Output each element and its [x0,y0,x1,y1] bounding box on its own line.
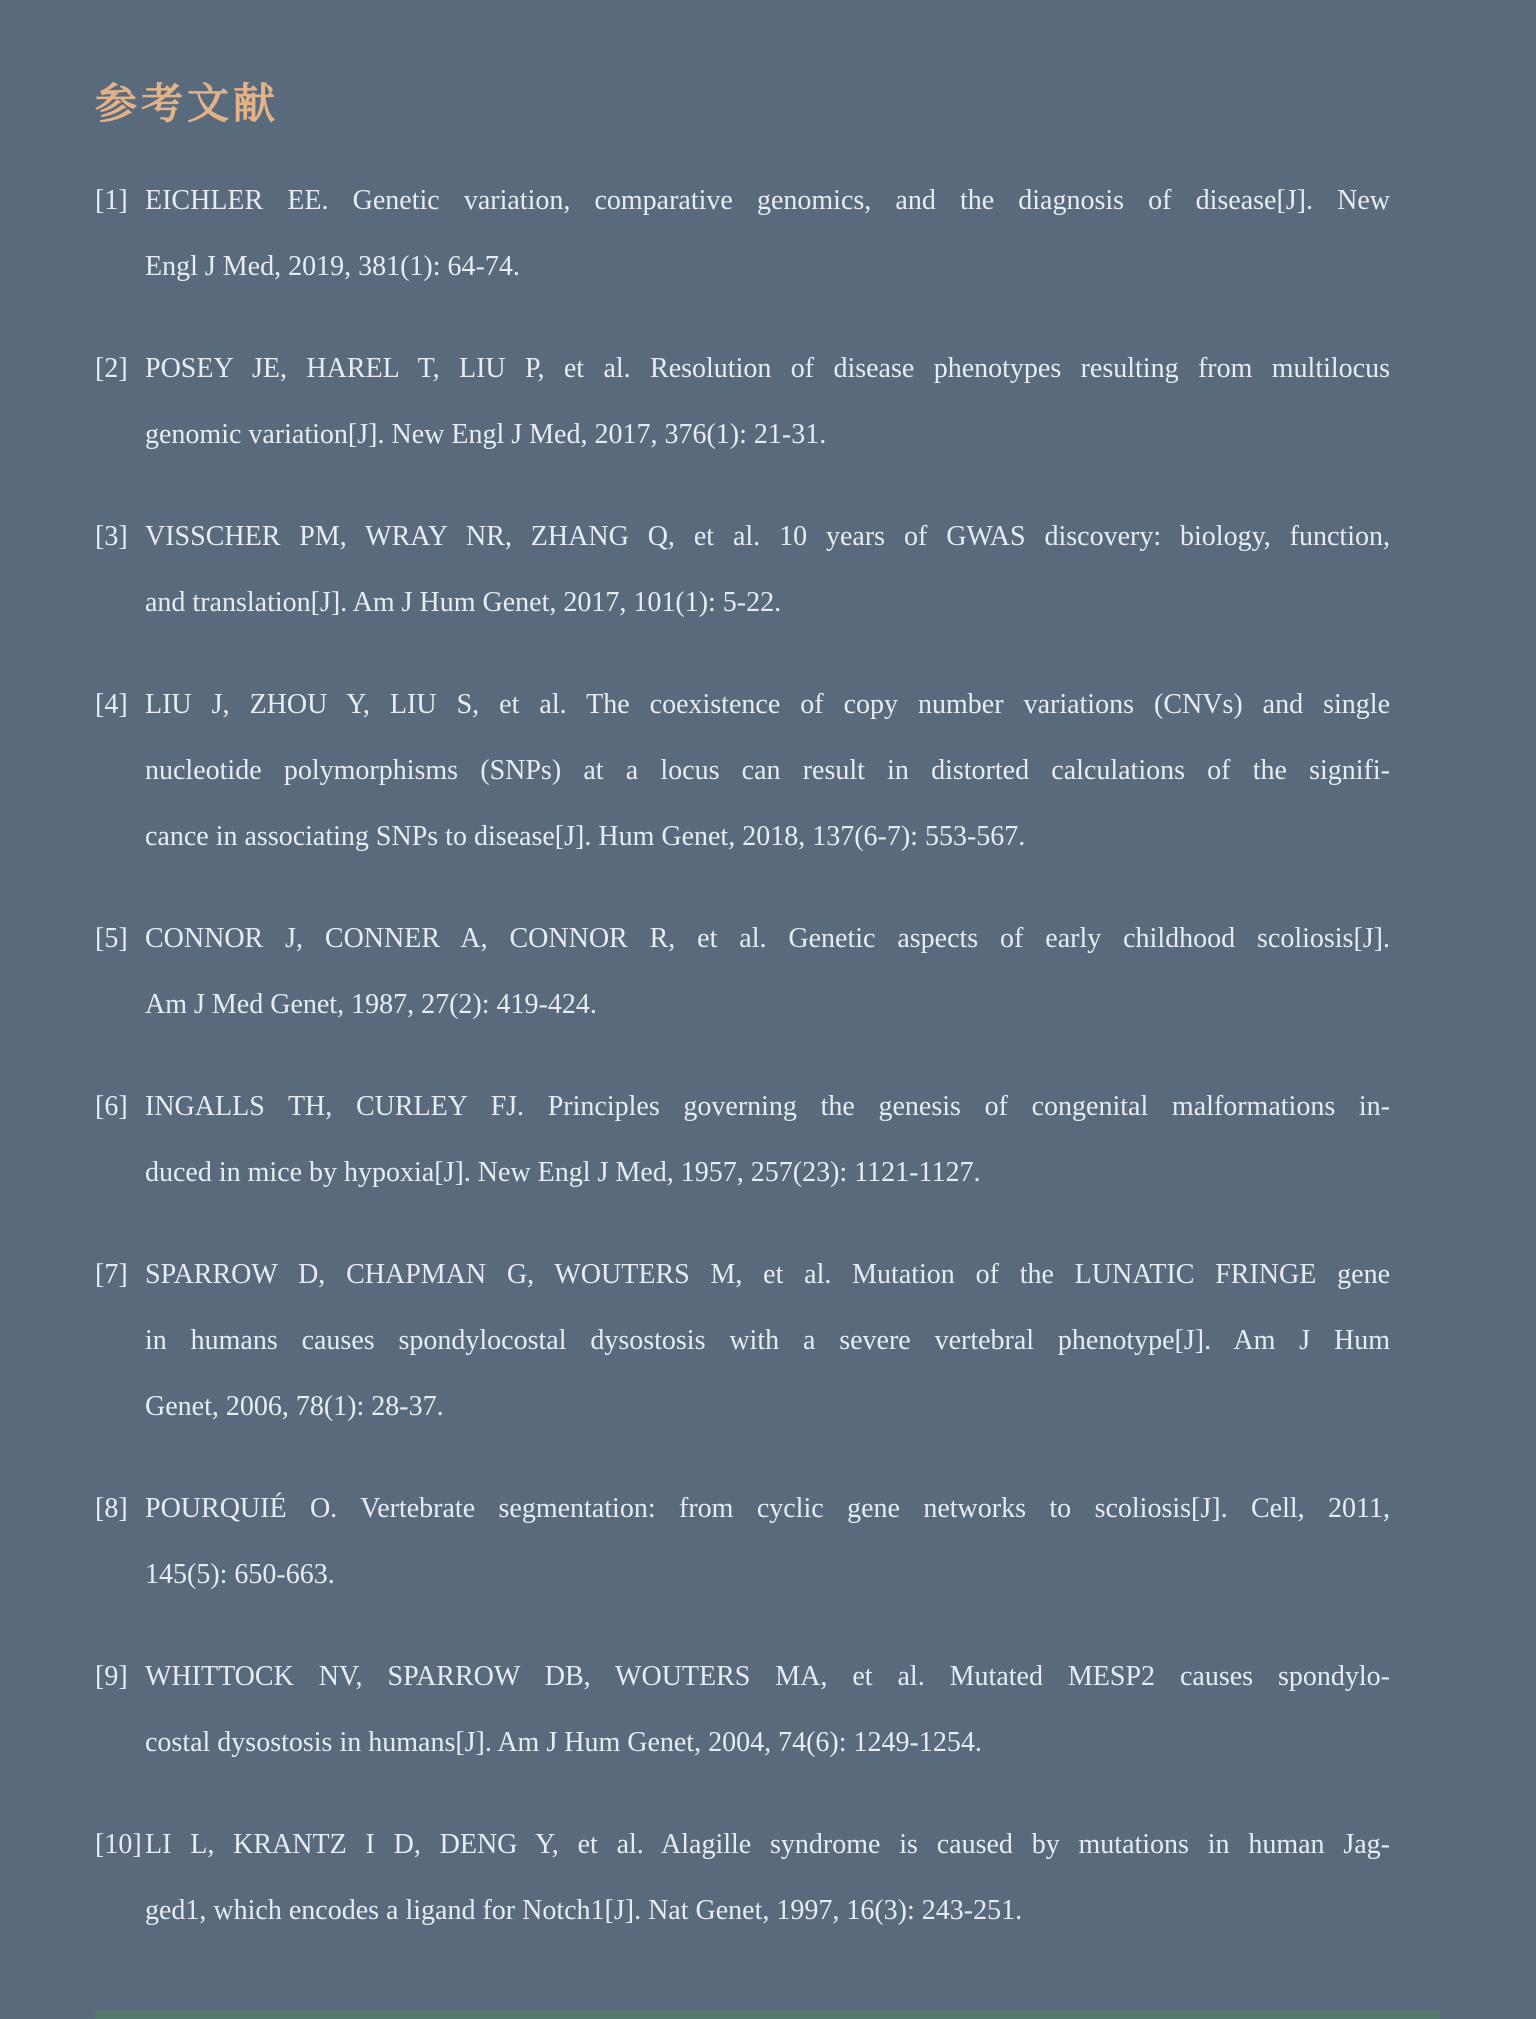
reference-item [95,906,1390,1038]
reference-line: Engl J Med, 2019, 381(1): 64-74. [145,251,520,283]
reference-item [95,672,1390,870]
reference-line: EICHLER EE. Genetic variation, comparative genomics, and the diagnosis of disease[J]. New [145,185,1390,217]
reference-line: nucleotide polymorphisms (SNPs) at a locus can result in distorted calculations of the signifi- [145,755,1390,787]
reference-number: [1] [95,185,128,217]
reference-list [95,168,1390,1944]
reference-item [95,336,1390,468]
reference-item [95,504,1390,636]
reference-number: [6] [95,1091,128,1123]
reference-line: duced in mice by hypoxia[J]. New Engl J Med, 1957, 257(23): 1121-1127. [145,1157,981,1189]
reference-number: [10] [95,1829,142,1861]
footer-accent-bar [95,2011,1440,2019]
reference-item [95,1476,1390,1608]
reference-line: SPARROW D, CHAPMAN G, WOUTERS M, et al. Mutation of the LUNATIC FRINGE gene [145,1259,1390,1291]
reference-line: CONNOR J, CONNER A, CONNOR R, et al. Genetic aspects of early childhood scoliosis[J]. [145,923,1390,955]
reference-line: LI L, KRANTZ I D, DENG Y, et al. Alagille syndrome is caused by mutations in human Jag- [145,1829,1390,1861]
reference-item [95,1074,1390,1206]
reference-line: cance in associating SNPs to disease[J]. Hum Genet, 2018, 137(6-7): 553-567. [145,821,1026,853]
reference-line: and translation[J]. Am J Hum Genet, 2017, 101(1): 5-22. [145,587,782,619]
reference-number: [3] [95,521,128,553]
reference-item [95,1644,1390,1776]
reference-line: INGALLS TH, CURLEY FJ. Principles governing the genesis of congenital malformations in- [145,1091,1390,1123]
reference-line: VISSCHER PM, WRAY NR, ZHANG Q, et al. 10 years of GWAS discovery: biology, function, [145,521,1390,553]
reference-item [95,1812,1390,1944]
page-title: 参考文献 [95,82,280,128]
reference-line: in humans causes spondylocostal dysostosis with a severe vertebral phenotype[J]. Am J Hum [145,1325,1390,1357]
reference-item [95,1242,1390,1440]
reference-line: POSEY JE, HAREL T, LIU P, et al. Resolution of disease phenotypes resulting from multilocus [145,353,1390,385]
reference-line: ged1, which encodes a ligand for Notch1[J]. Nat Genet, 1997, 16(3): 243-251. [145,1895,1023,1927]
reference-number: [4] [95,689,128,721]
reference-number: [8] [95,1493,128,1525]
reference-number: [5] [95,923,128,955]
reference-line: POURQUIÉ O. Vertebrate segmentation: from cyclic gene networks to scoliosis[J]. Cell, 2011, [145,1493,1390,1525]
references-page [95,0,1390,1980]
reference-number: [2] [95,353,128,385]
reference-line: Genet, 2006, 78(1): 28-37. [145,1391,444,1423]
reference-line: Am J Med Genet, 1987, 27(2): 419-424. [145,989,597,1021]
reference-line: costal dysostosis in humans[J]. Am J Hum Genet, 2004, 74(6): 1249-1254. [145,1727,982,1759]
reference-number: [9] [95,1661,128,1693]
reference-line: 145(5): 650-663. [145,1559,335,1591]
reference-line: LIU J, ZHOU Y, LIU S, et al. The coexistence of copy number variations (CNVs) and single [145,689,1390,721]
reference-item [95,168,1390,300]
reference-number: [7] [95,1259,128,1291]
reference-line: WHITTOCK NV, SPARROW DB, WOUTERS MA, et al. Mutated MESP2 causes spondylo- [145,1661,1390,1693]
reference-line: genomic variation[J]. New Engl J Med, 2017, 376(1): 21-31. [145,419,827,451]
